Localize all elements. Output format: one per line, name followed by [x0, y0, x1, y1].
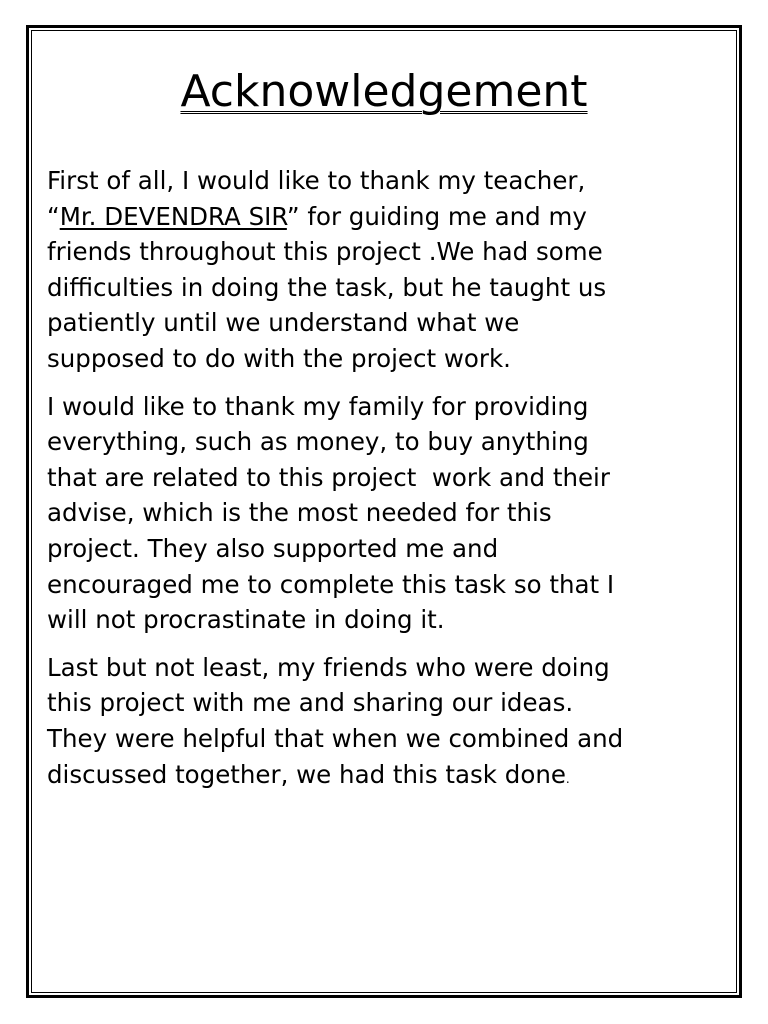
text-line: supposed to do with the project work. — [47, 343, 511, 373]
text-line: They were helpful that when we combined and — [47, 723, 624, 753]
acknowledgement-body — [47, 163, 737, 809]
text-line: patiently until we understand what we — [47, 308, 520, 338]
text-line: advise, which is the most needed for this — [47, 498, 552, 528]
text-line: everything, such as money, to buy anything — [47, 427, 589, 457]
text-line — [47, 757, 737, 798]
text-line: Last but not least, my friends who were doing — [47, 652, 610, 682]
text-line: encouraged me to complete this task so that I — [47, 569, 615, 599]
text-line: this project with me and sharing our ideas. — [47, 688, 574, 718]
open-quote: “ — [47, 201, 60, 231]
text-line: I would like to thank my family for providing — [47, 391, 589, 421]
text-fragment: ” for guiding me and my — [286, 201, 587, 231]
text-line: that are related to this project work and their — [47, 462, 610, 492]
text-line: project. They also supported me and — [47, 533, 499, 563]
closing-period: . — [565, 771, 570, 786]
paragraph-family — [47, 389, 737, 638]
teacher-name: Mr. DEVENDRA SIR — [59, 201, 287, 231]
text-line — [47, 199, 737, 235]
text-line: difficulties in doing the task, but he taught us — [47, 272, 607, 302]
text-line: First of all, I would like to thank my teacher, — [47, 166, 586, 195]
paragraph-friends — [47, 650, 737, 797]
paragraph-teacher — [47, 163, 737, 377]
page-title — [0, 62, 768, 122]
text-fragment: discussed together, we had this task done — [47, 759, 566, 789]
text-line: will not procrastinate in doing it. — [47, 605, 445, 635]
title-text: Acknowledgement — [180, 66, 588, 117]
text-line: friends throughout this project .We had some — [47, 237, 603, 267]
